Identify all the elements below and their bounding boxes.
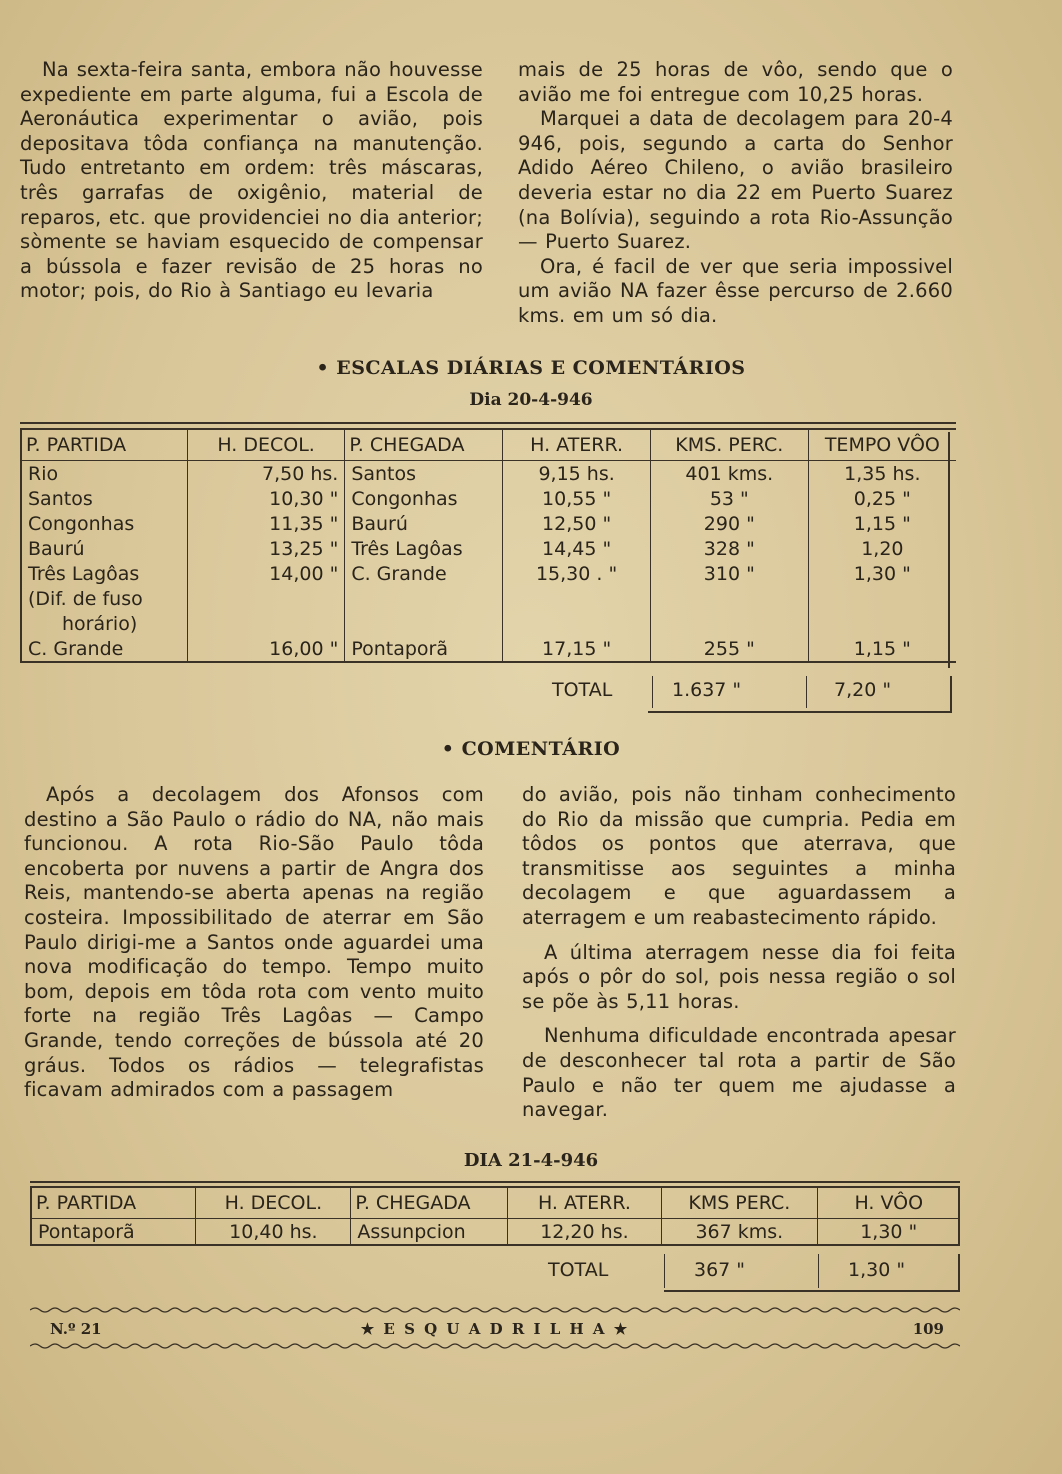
table2-total-divider [664,1254,665,1288]
cell [808,611,956,636]
cell [503,586,651,611]
cell [503,611,651,636]
col-header-departure: P. PARTIDA [31,1187,196,1219]
page-number: 109 [912,1320,944,1338]
cell: 1,30 " [808,561,956,586]
table1-total-divider [806,676,807,708]
col-header-distance: KMS. PERC. [650,429,808,461]
intro-left-paragraph: Na sexta-feira santa, embora não houvesse expediente em parte alguma, fui a Escola de Aeronáutica experimentar o avião, pois depositava tôda confiança na manutenção. Tudo entretanto em ordem: três máscaras, três garrafas de oxigênio, material de reparos, etc. que providenciei no dia anterior; sòmente se haviam esquecido de compensar a bússola e fazer revisão de 25 horas no motor; pois, do Rio à Santiago eu levaria [20,58,483,303]
col-header-arrival: P. CHEGADA [345,429,503,461]
table2-top-rule [30,1181,960,1183]
table2-total-divider [818,1254,819,1288]
table1-total-time: 7,20 " [834,679,892,701]
col-header-takeoff: H. DECOL. [187,429,344,461]
cell [345,586,503,611]
table2-total-rule [664,1290,960,1292]
table-row [21,486,956,511]
col-header-flight-time: H. VÔO [817,1187,960,1219]
table-row [31,1219,960,1246]
comment-right-paragraph-2: A última aterragem nesse dia foi feita após o pôr do sol, pois nessa região o sol se põe às 5,11 horas. [522,940,956,1013]
table1-total-divider [950,676,952,712]
cell: Santos [345,461,503,487]
col-header-takeoff: H. DECOL. [196,1187,351,1219]
cell: 17,15 " [503,636,651,662]
table1-top-rule [20,422,956,424]
cell: 255 " [650,636,808,662]
col-header-landing: H. ATERR. [507,1187,662,1219]
cell: 12,50 " [503,511,651,536]
table2-right-border [958,1188,960,1246]
cell: 16,00 " [187,636,344,662]
cell: 53 " [650,486,808,511]
cell: 1,15 " [808,511,956,536]
cell: C. Grande [21,636,187,662]
schedule-table-day2 [30,1186,960,1246]
cell [650,586,808,611]
intro-right-paragraph-1: mais de 25 horas de vôo, sendo que o avião me foi entregue com 10,25 horas. [518,58,953,106]
cell: Três Lagôas [345,536,503,561]
comment-left-column [24,783,484,1103]
comment-right-paragraph-1: do avião, pois não tinham conhecimento do Rio da missão que cumpria. Pedia em tôdos os pontos que aterrava, que transmitisse aos seguintes a minha decolagem e que aguardassem a aterragem e um reabastecimento rápido. [522,783,956,929]
cell: Três Lagôas [21,561,187,586]
table-row [21,536,956,561]
table2-total-time: 1,30 " [848,1259,906,1281]
cell: 310 " [650,561,808,586]
col-header-departure: P. PARTIDA [21,429,187,461]
cell: 14,00 " [187,561,344,586]
intro-right-column [518,58,953,329]
cell: Rio [21,461,187,487]
cell: Pontaporã [31,1219,196,1246]
cell: Assunpcion [351,1219,507,1246]
cell: Baurú [21,536,187,561]
magazine-name: ★ E S Q U A D R I L H A ★ [360,1320,630,1338]
table-header-row [31,1187,960,1219]
cell: 367 kms. [662,1219,817,1246]
table-row [21,461,956,487]
cell: 328 " [650,536,808,561]
cell: Congonhas [21,511,187,536]
cell: 15,30 . " [503,561,651,586]
cell: Congonhas [345,486,503,511]
bullet-icon: • [316,357,337,379]
cell: 10,55 " [503,486,651,511]
cell: 12,20 hs. [507,1219,662,1246]
cell: 1,20 [808,536,956,561]
cell [187,586,344,611]
cell [345,611,503,636]
table1-total-kms: 1.637 " [672,679,742,701]
cell: (Dif. de fuso [21,586,187,611]
cell: Santos [21,486,187,511]
comment-right-paragraph-3: Nenhuma dificuldade encontrada apesar de desconhecer tal rota a partir de São Paulo e não ter quem me ajudasse a navegar. [522,1024,956,1122]
section-title: COMENTÁRIO [461,738,621,760]
cell: Pontaporã [345,636,503,662]
table-header-row [21,429,956,461]
schedule-table-day1 [20,428,956,663]
intro-right-paragraph-2: Marquei a data de decolagem para 20-4 946, pois, segundo a carta do Senhor Adido Aéreo Chileno, o avião brasileiro deveria estar no dia 22 em Puerto Suarez (na Bolívia), seguindo a rota Rio-Assunção — Puerto Suarez. [518,107,953,254]
cell [650,611,808,636]
col-header-distance: KMS PERC. [662,1187,817,1219]
table1-total-rule [648,711,952,713]
col-header-flight-time: TEMPO VÔO [808,429,956,461]
section-heading-day2: DIA 21-4-946 [463,1150,599,1171]
comment-right-column [522,783,956,1123]
footer-wave-rule-bottom [30,1342,960,1350]
cell: 10,40 hs. [196,1219,351,1246]
table-row [21,561,956,586]
comment-left-paragraph: Após a decolagem dos Afonsos com destino a São Paulo o rádio do NA, não mais funcionou. A rota Rio-São Paulo tôda encoberta por nuvens a partir de Angra dos Reis, mantendo-se aberta apenas na região costeira. Impossibilitado de aterrar em São Paulo dirigi-me a Santos onde aguardei uma nova modificação do tempo. Tempo muito bom, depois em tôda rota com vento muito forte na região Três Lagôas — Campo Grande, tendo correções de bússola até 20 gráus. Todos os rádios — telegrafistas ficavam admirados com a passagem [24,783,484,1102]
cell: 9,15 hs. [503,461,651,487]
section-heading-escalas [0,357,1062,379]
cell [187,611,344,636]
table2-total-kms: 367 " [694,1259,746,1281]
cell: 290 " [650,511,808,536]
cell: 1,35 hs. [808,461,956,487]
cell: 7,50 hs. [187,461,344,487]
intro-left-column [20,58,483,304]
cell: 401 kms. [650,461,808,487]
table-row [21,611,956,636]
cell: 1,15 " [808,636,956,662]
issue-number: N.º 21 [50,1320,102,1338]
intro-right-paragraph-3: Ora, é facil de ver que seria impossivel um avião NA fazer êsse percurso de 2.660 kms. em um só dia. [518,254,953,327]
cell: 13,25 " [187,536,344,561]
table-row [21,511,956,536]
cell [808,586,956,611]
cell: 0,25 " [808,486,956,511]
col-header-landing: H. ATERR. [503,429,651,461]
cell: horário) [21,611,187,636]
section-heading-comentario [0,738,1062,760]
cell: 11,35 " [187,511,344,536]
cell: 14,45 " [503,536,651,561]
table1-total-divider [652,676,653,708]
section-date: Dia 20-4-946 [469,390,593,410]
table2-total-divider [958,1254,960,1292]
cell: 1,30 " [817,1219,960,1246]
table1-total-label: TOTAL [552,679,613,701]
table2-total-label: TOTAL [548,1259,609,1281]
table1-right-border [948,432,950,668]
col-header-arrival: P. CHEGADA [351,1187,507,1219]
bullet-icon: • [441,738,462,760]
section-title: ESCALAS DIÁRIAS E COMENTÁRIOS [336,357,746,379]
table-row [21,636,956,662]
cell: C. Grande [345,561,503,586]
table-row [21,586,956,611]
cell: 10,30 " [187,486,344,511]
footer-wave-rule-top [30,1306,960,1314]
cell: Baurú [345,511,503,536]
